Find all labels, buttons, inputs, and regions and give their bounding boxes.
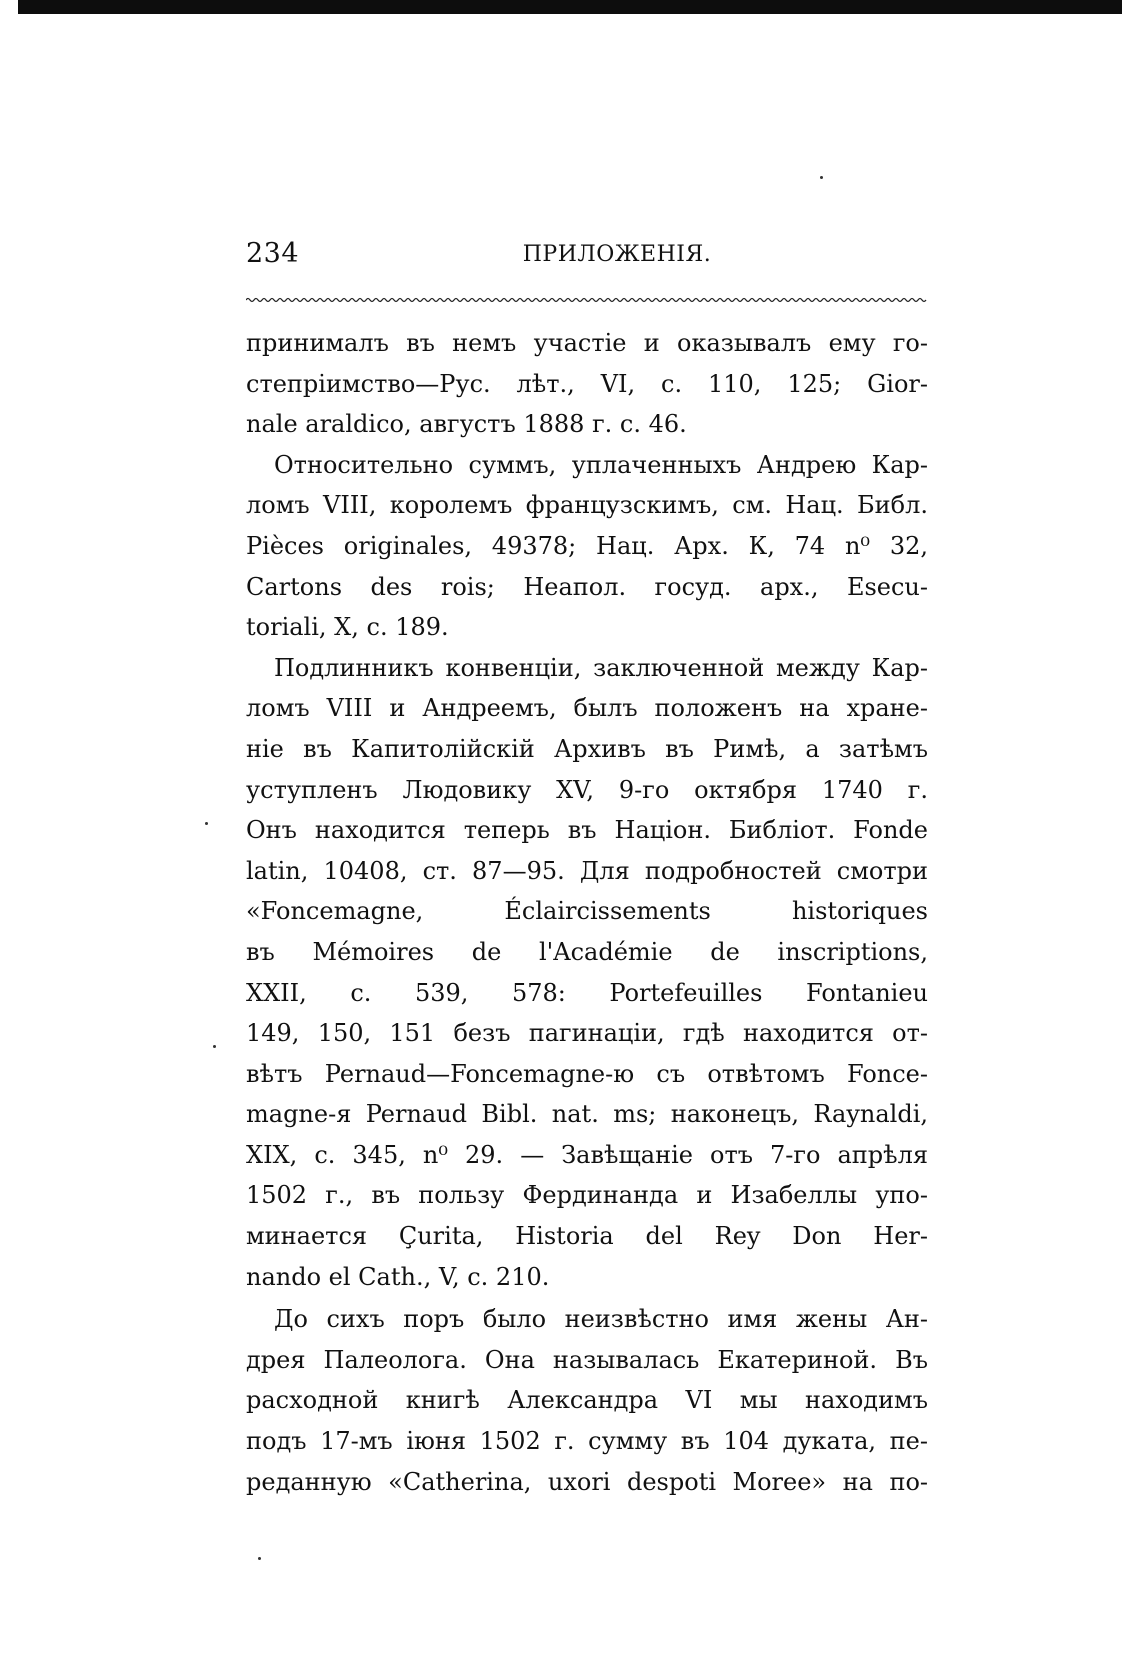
text-line: latin, 10408, ст. 87—95. Для подробностей смотри [246, 856, 928, 885]
scan-speck [258, 1557, 261, 1560]
page-number: 234 [246, 238, 300, 269]
text-line: 149, 150, 151 безъ пагинаціи, гдѣ находится от- [246, 1019, 928, 1048]
text-line: подъ 17-мъ іюня 1502 г. сумму въ 104 дуката, пе- [246, 1427, 928, 1456]
text-line: уступленъ Людовику XV, 9-го октября 1740 г. [246, 775, 928, 804]
scan-border-bar [18, 0, 1122, 14]
scan-speck [213, 1045, 216, 1048]
scan-speck [820, 176, 823, 179]
text-line: расходной книгѣ Александра VI мы находимъ [246, 1386, 928, 1415]
scan-speck [205, 822, 208, 825]
text-line: nando el Cath., V, с. 210. [246, 1262, 550, 1291]
text-line: степріимство—Рус. лѣт., VI, с. 110, 125; Gior- [246, 369, 928, 398]
paragraph-start-line: Подлинникъ конвенціи, заключенной между Кар- [274, 653, 928, 682]
text-line: минается Çurita, Historia del Rey Don Her- [246, 1222, 928, 1251]
text-line: ломъ VIII, королемъ французскимъ, см. Нац. Библ. [246, 491, 928, 520]
text-line: Cartons des rois; Неапол. госуд. арх., Esecu- [246, 572, 928, 601]
text-line: ніе въ Капитолійскій Архивъ въ Римѣ, а затѣмъ [246, 734, 928, 763]
text-line: вѣтъ Pernaud—Foncemagne-ю съ отвѣтомъ Fonce- [246, 1059, 928, 1088]
text-line: magne-я Pernaud Bibl. nat. ms; наконецъ, Raynaldi, [246, 1100, 928, 1129]
text-line: Онъ находится теперь въ Націон. Библіот. Fonde [246, 816, 928, 845]
text-line: toriali, X, с. 189. [246, 613, 449, 642]
running-title: ПРИЛОЖЕНІЯ. [522, 242, 712, 267]
text-line: реданную «Catherina, uxori despoti Moree» на по- [246, 1467, 928, 1496]
text-line: принималъ въ немъ участіе и оказывалъ ему го- [246, 329, 928, 357]
body-text [246, 323, 928, 1502]
text-line: ломъ VIII и Андреемъ, былъ положенъ на хране- [246, 694, 928, 723]
text-line: nale araldico, августъ 1888 г. с. 46. [246, 410, 687, 439]
text-line: XXII, с. 539, 578: Portefeuilles Fontanieu [246, 978, 928, 1007]
wavy-rule-divider [246, 297, 928, 303]
text-line: дрея Палеолога. Она называлась Екатериной. Въ [246, 1345, 928, 1374]
text-line: XIX, с. 345, n⁰ 29. — Завѣщаніе отъ 7-го апрѣля [246, 1140, 928, 1169]
text-line: Pièces originales, 49378; Нац. Арх. К, 74 n⁰ 32, [246, 531, 928, 560]
text-line: въ Mémoires de l'Académie de inscriptions, [246, 937, 928, 966]
text-line: «Foncemagne, Éclaircissements historiques [246, 897, 928, 926]
text-line: 1502 г., въ пользу Фердинанда и Изабеллы упо- [246, 1181, 928, 1210]
paragraph-start-line: До сихъ поръ было неизвѣстно имя жены Ан- [274, 1305, 928, 1334]
paragraph-start-line: Относительно суммъ, уплаченныхъ Андрею Кар- [274, 450, 928, 479]
page-header [246, 238, 928, 278]
